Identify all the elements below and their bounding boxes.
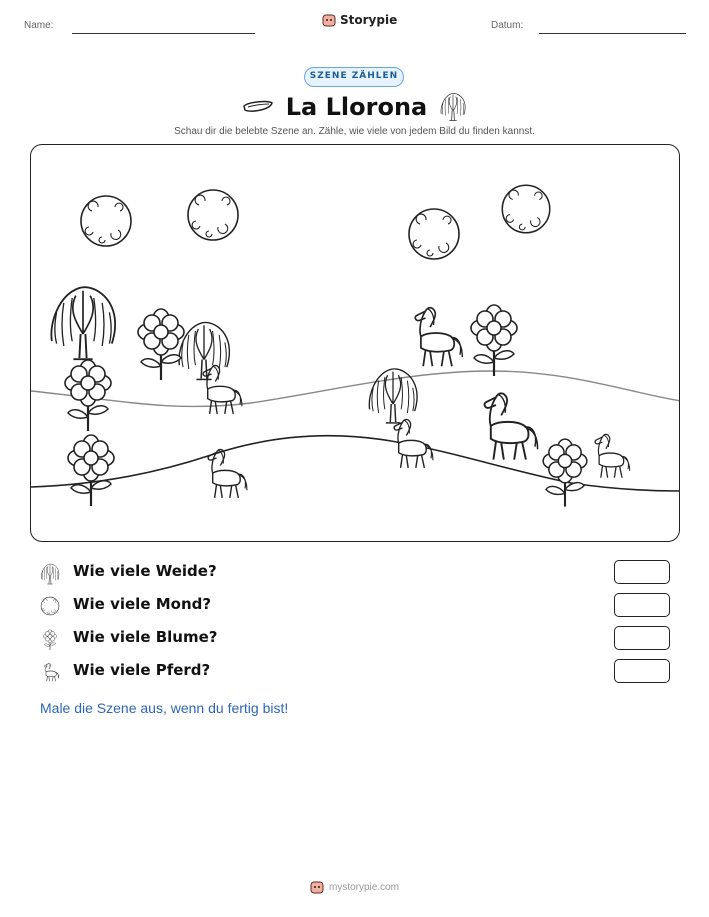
question-row (40, 659, 670, 685)
moon-icon (81, 196, 131, 246)
page-footer (0, 880, 709, 894)
horse-icon (415, 308, 462, 367)
title-row (0, 92, 709, 122)
moon-icon (502, 185, 550, 233)
willow-icon (369, 369, 417, 423)
moon-icon (409, 209, 459, 259)
boat-icon (242, 98, 274, 116)
horse-icon (595, 434, 630, 477)
willow-icon (40, 563, 60, 585)
question-text: Wie viele Blume? (73, 628, 218, 646)
moon-icon (40, 596, 60, 616)
horse-icon (485, 393, 538, 459)
name-label: Name: (24, 20, 54, 31)
willow-icon (439, 92, 467, 122)
flower-icon (138, 309, 184, 380)
horse-icon (40, 662, 62, 682)
question-text: Wie viele Pferd? (73, 661, 211, 679)
instructions: Schau dir die belebte Szene an. Zähle, wie viele von jedem Bild du finden kannst. (174, 126, 535, 137)
question-text: Wie viele Mond? (73, 595, 212, 613)
question-row (40, 593, 670, 619)
footer-url[interactable]: mystorypie.com (328, 881, 399, 893)
answer-box[interactable] (614, 593, 670, 617)
question-text: Wie viele Weide? (73, 562, 217, 580)
storypie-icon (310, 880, 324, 894)
brand-logo (322, 13, 397, 27)
answer-box[interactable] (614, 560, 670, 584)
horse-icon (394, 419, 433, 467)
flower-icon (68, 435, 114, 506)
date-line[interactable] (539, 33, 686, 34)
willow-icon (179, 322, 229, 379)
answer-box[interactable] (614, 659, 670, 683)
flower-icon (543, 439, 587, 506)
page-title: La Llorona (285, 93, 428, 121)
date-label: Datum: (491, 20, 524, 31)
section-badge: SZENE ZÄHLEN (304, 67, 404, 87)
willow-icon (51, 287, 115, 359)
moon-icon (188, 190, 238, 240)
storypie-icon (322, 13, 336, 27)
question-row (40, 560, 670, 586)
flower-icon (471, 305, 517, 376)
counting-scene (30, 144, 680, 542)
scene-illustration (31, 145, 680, 542)
name-line[interactable] (72, 33, 255, 34)
horse-icon (208, 449, 247, 497)
flower-icon (40, 629, 60, 651)
answer-box[interactable] (614, 626, 670, 650)
coloring-note: Male die Szene aus, wenn du fertig bist! (40, 700, 289, 716)
brand-name: Storypie (340, 13, 398, 27)
flower-icon (65, 360, 111, 431)
question-row (40, 626, 670, 652)
